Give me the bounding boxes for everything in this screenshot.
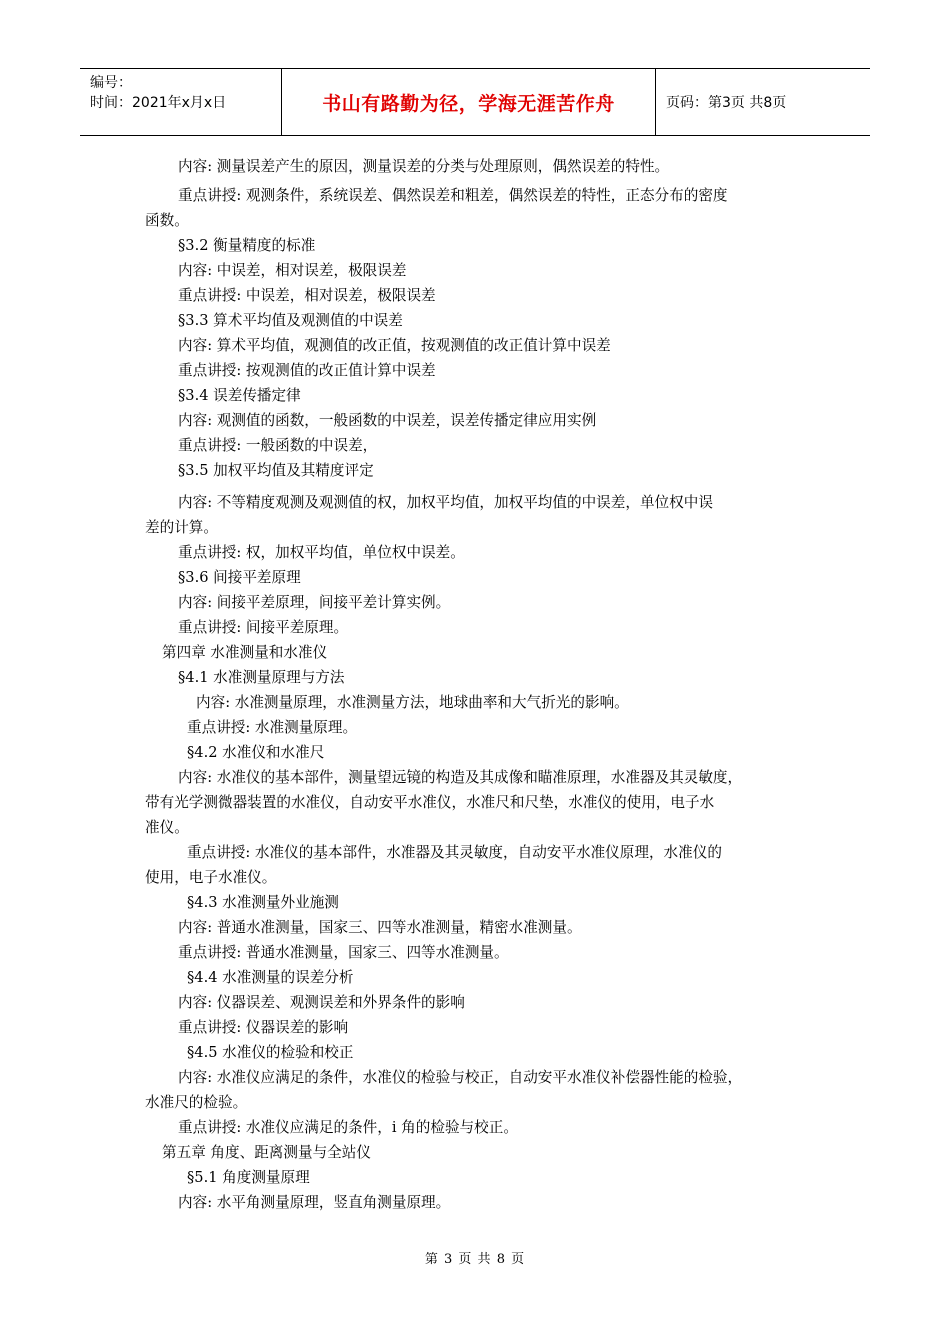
page-info: 页码：第3页 共8页	[666, 95, 787, 111]
text-line: 内容: 测量误差产生的原因，测量误差的分类与处理原则，偶然误差的特性。	[178, 158, 670, 175]
text-line: 水准尺的检验。	[145, 1094, 248, 1111]
section-heading: §4.1 水准测量原理与方法	[178, 669, 345, 686]
text-line: 函数。	[145, 212, 189, 229]
text-line: 重点讲授: 中误差，相对误差，极限误差	[178, 287, 436, 304]
section-heading: §3.6 间接平差原理	[178, 569, 301, 586]
section-heading: §5.1 角度测量原理	[187, 1169, 310, 1186]
text-line: 内容: 水准测量原理，水准测量方法，地球曲率和大气折光的影响。	[196, 694, 629, 711]
section-heading: §3.3 算术平均值及观测值的中误差	[178, 312, 403, 329]
text-line: 重点讲授: 观测条件，系统误差、偶然误差和粗差，偶然误差的特性，正态分布的密度	[178, 187, 728, 204]
section-heading: §4.5 水准仪的检验和校正	[187, 1044, 354, 1061]
text-line: 内容: 普通水准测量，国家三、四等水准测量，精密水准测量。	[178, 919, 582, 936]
text-line: 重点讲授: 权，加权平均值，单位权中误差。	[178, 544, 465, 561]
text-line: 内容: 仪器误差、观测误差和外界条件的影响	[178, 994, 465, 1011]
chapter-heading: 第五章 角度、距离测量与全站仪	[162, 1144, 371, 1161]
section-heading: §4.2 水准仪和水准尺	[187, 744, 325, 761]
header-page-cell	[656, 69, 870, 135]
text-line: 重点讲授: 水准仪应满足的条件，i 角的检验与校正。	[178, 1119, 518, 1136]
text-line: 使用，电子水准仪。	[145, 869, 277, 886]
date-label: 时间：2021年x月x日	[90, 95, 227, 111]
text-line: 重点讲授: 水准测量原理。	[187, 719, 358, 736]
section-heading: §3.4 误差传播定律	[178, 387, 301, 404]
header-motto-cell	[282, 69, 656, 135]
page-header	[80, 68, 870, 136]
text-line: 重点讲授: 水准仪的基本部件，水准器及其灵敏度，自动安平水准仪原理，水准仪的	[187, 844, 722, 861]
text-line: 重点讲授: 普通水准测量，国家三、四等水准测量。	[178, 944, 509, 961]
page-footer: 第 3 页 共 8 页	[424, 1252, 526, 1267]
text-line: 内容: 不等精度观测及观测值的权，加权平均值，加权平均值的中误差，单位权中误	[178, 494, 713, 511]
text-line: 内容: 水平角测量原理，竖直角测量原理。	[178, 1194, 451, 1211]
text-line: 内容: 算术平均值，观测值的改正值，按观测值的改正值计算中误差	[178, 337, 611, 354]
chapter-heading: 第四章 水准测量和水准仪	[162, 644, 328, 661]
text-line: 带有光学测微器装置的水准仪，自动安平水准仪，水准尺和尺垫，水准仪的使用，电子水	[145, 794, 715, 811]
text-line: 内容: 中误差，相对误差，极限误差	[178, 262, 407, 279]
text-line: 内容: 水准仪应满足的条件，水准仪的检验与校正，自动安平水准仪补偿器性能的检验，	[178, 1069, 743, 1086]
text-line: 重点讲授: 一般函数的中误差，	[178, 437, 378, 454]
number-label: 编号：	[90, 75, 132, 91]
text-line: 内容: 观测值的函数，一般函数的中误差，误差传播定律应用实例	[178, 412, 597, 429]
text-line: 内容: 间接平差原理，间接平差计算实例。	[178, 594, 451, 611]
section-heading: §3.5 加权平均值及其精度评定	[178, 462, 374, 479]
section-heading: §4.3 水准测量外业施测	[187, 894, 339, 911]
motto-text: 书山有路勤为径，学海无涯苦作舟	[322, 92, 615, 115]
text-line: 差的计算。	[145, 519, 218, 536]
text-line: 重点讲授: 仪器误差的影响	[178, 1019, 349, 1036]
header-meta	[80, 69, 282, 135]
section-heading: §4.4 水准测量的误差分析	[187, 969, 354, 986]
text-line: 内容: 水准仪的基本部件，测量望远镜的构造及其成像和瞄准原理，水准器及其灵敏度，	[178, 769, 743, 786]
text-line: 重点讲授: 间接平差原理。	[178, 619, 349, 636]
text-line: 准仪。	[145, 819, 189, 836]
text-line: 重点讲授: 按观测值的改正值计算中误差	[178, 362, 436, 379]
section-heading: §3.2 衡量精度的标准	[178, 237, 316, 254]
